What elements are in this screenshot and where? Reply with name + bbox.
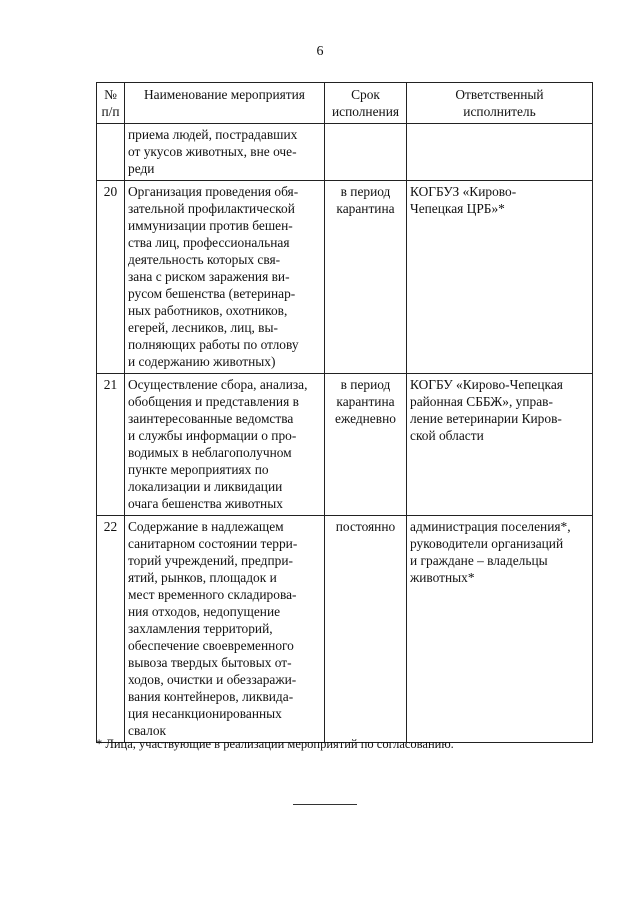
- table-row: [97, 374, 593, 516]
- row-term: [325, 124, 407, 181]
- row-responsible: [407, 124, 593, 181]
- row-number: 21: [97, 374, 125, 516]
- header-num: № п/п: [97, 83, 125, 124]
- footnote: * Лица, участвующие в реализации мероприятий по согласованию.: [96, 737, 454, 751]
- end-divider: [293, 804, 357, 805]
- row-measure-name: Осуществление сбора, анализа, обобщения и представления в заинтересованные ведомства и службы информации о про- водимых в неблагополучном пункте мероприятиях по локализации и ликвидации очага бешенства животных: [125, 374, 325, 516]
- row-measure-name: приема людей, пострадавших от укусов животных, вне оче- реди: [125, 124, 325, 181]
- header-responsible: Ответственный исполнитель: [407, 83, 593, 124]
- row-number: [97, 124, 125, 181]
- page-number: 6: [316, 44, 324, 59]
- table-row: [97, 181, 593, 374]
- row-responsible: КОГБУ «Кирово-Чепецкая районная СББЖ», управ- ление ветеринарии Киров- ской области: [407, 374, 593, 516]
- header-name: Наименование мероприятия: [125, 83, 325, 124]
- row-measure-name: Организация проведения обя- зательной профилактической иммунизации против бешен- ства лиц, профессиональная деятельность которых свя- зана с риском заражения ви- русом бешенства (ветеринар- ных работников, охотников, егерей, лесников, лиц, вы- полняющих работы по отлову и содержанию животных): [125, 181, 325, 374]
- table-row: [97, 124, 593, 181]
- row-responsible: КОГБУЗ «Кирово- Чепецкая ЦРБ»*: [407, 181, 593, 374]
- row-term: постоянно: [325, 516, 407, 743]
- table-row: [97, 516, 593, 743]
- row-number: 22: [97, 516, 125, 743]
- header-term: Срок исполнения: [325, 83, 407, 124]
- table-header-row: [97, 83, 593, 124]
- row-term: в период карантина ежедневно: [325, 374, 407, 516]
- measures-table: [96, 82, 593, 743]
- row-term: в период карантина: [325, 181, 407, 374]
- row-measure-name: Содержание в надлежащем санитарном состоянии терри- торий учреждений, предпри- ятий, рынков, площадок и мест временного складирова- ния отходов, недопущение захламления территорий, обеспечение своевременного вывоза твердых бытовых от- ходов, очистки и обеззаражи- вания контейнеров, ликвида- ция несанкционированных свалок: [125, 516, 325, 743]
- row-responsible: администрация поселения*, руководители организаций и граждане – владельцы животных*: [407, 516, 593, 743]
- row-number: 20: [97, 181, 125, 374]
